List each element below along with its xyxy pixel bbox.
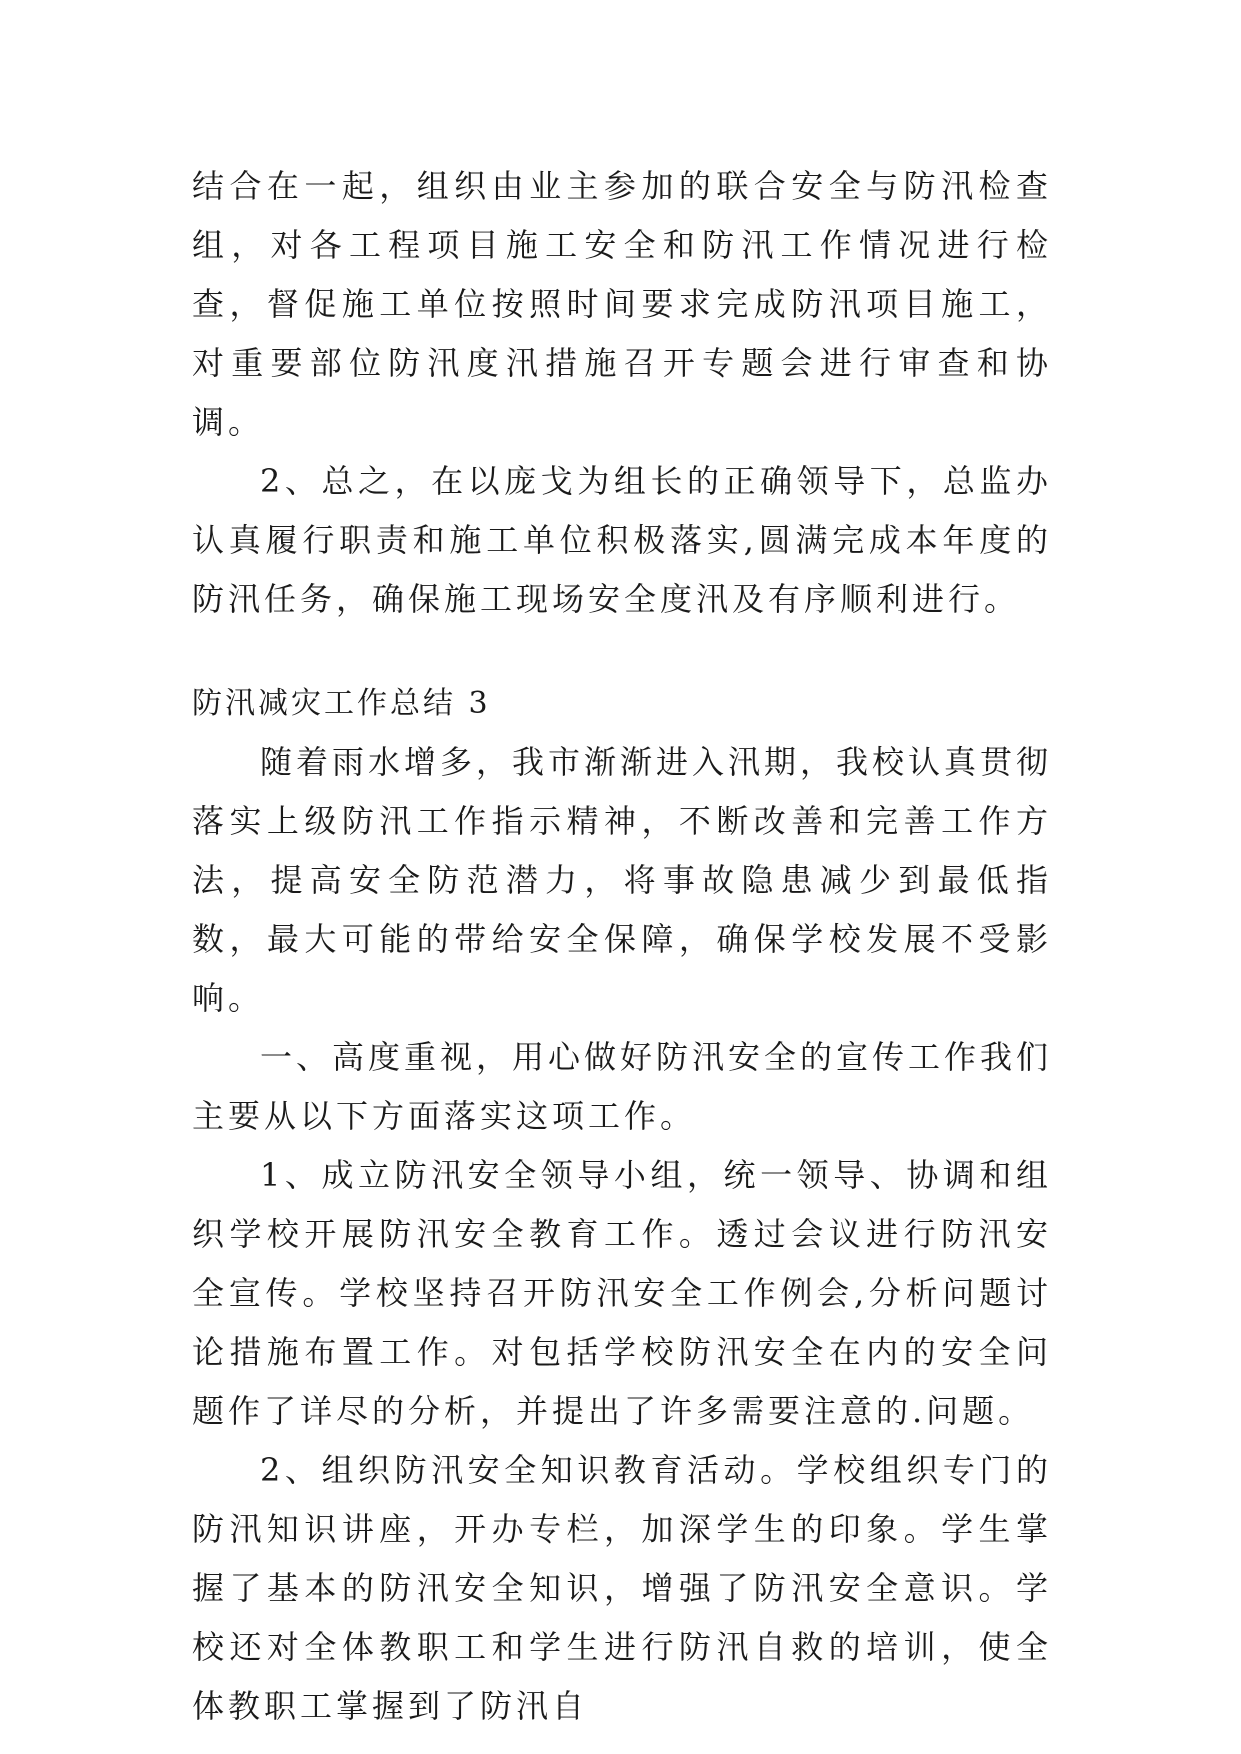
paragraph-item-2: 2、组织防汛安全知识教育活动。学校组织专门的防汛知识讲座，开办专栏，加深学生的印象。学生掌握了基本的防汛安全知识，增强了防汛安全意识。学校还对全体教职工和学生进行防汛自救的培训，使全体教职工掌握到了防汛自 — [192, 1451, 1052, 1725]
paragraph-point-one: 一、高度重视，用心做好防汛安全的宣传工作我们主要从以下方面落实这项工作。 — [192, 1038, 1053, 1135]
paragraph-intro: 随着雨水增多，我市渐渐进入汛期，我校认真贯彻落实上级防汛工作指示精神，不断改善和完善工作方法，提高安全防范潜力，将事故隐患减少到最低指数，最大可能的带给安全保障，确保学校发展不受影响。 — [192, 743, 1053, 1017]
paragraph-item-1: 1、成立防汛安全领导小组，统一领导、协调和组织学校开展防汛安全教育工作。透过会议进行防汛安全宣传。学校坚持召开防汛安全工作例会,分析问题讨论措施布置工作。对包括学校防汛安全在内的安全问题作了详尽的分析，并提出了许多需要注意的.问题。 — [192, 1156, 1052, 1430]
paragraph-summary: 2、总之，在以庞戈为组长的正确领导下，总监办认真履行职责和施工单位积极落实,圆满完成本年度的防汛任务，确保施工现场安全度汛及有序顺利进行。 — [192, 462, 1052, 618]
section-title: 防汛减灾工作总结 3 — [192, 686, 491, 721]
document-body — [192, 157, 1052, 1736]
paragraph-continuation: 结合在一起，组织由业主参加的联合安全与防汛检查组，对各工程项目施工安全和防汛工作情况进行检查，督促施工单位按照时间要求完成防汛项目施工，对重要部位防汛度汛措施召开专题会进行审查和协调。 — [192, 167, 1052, 441]
